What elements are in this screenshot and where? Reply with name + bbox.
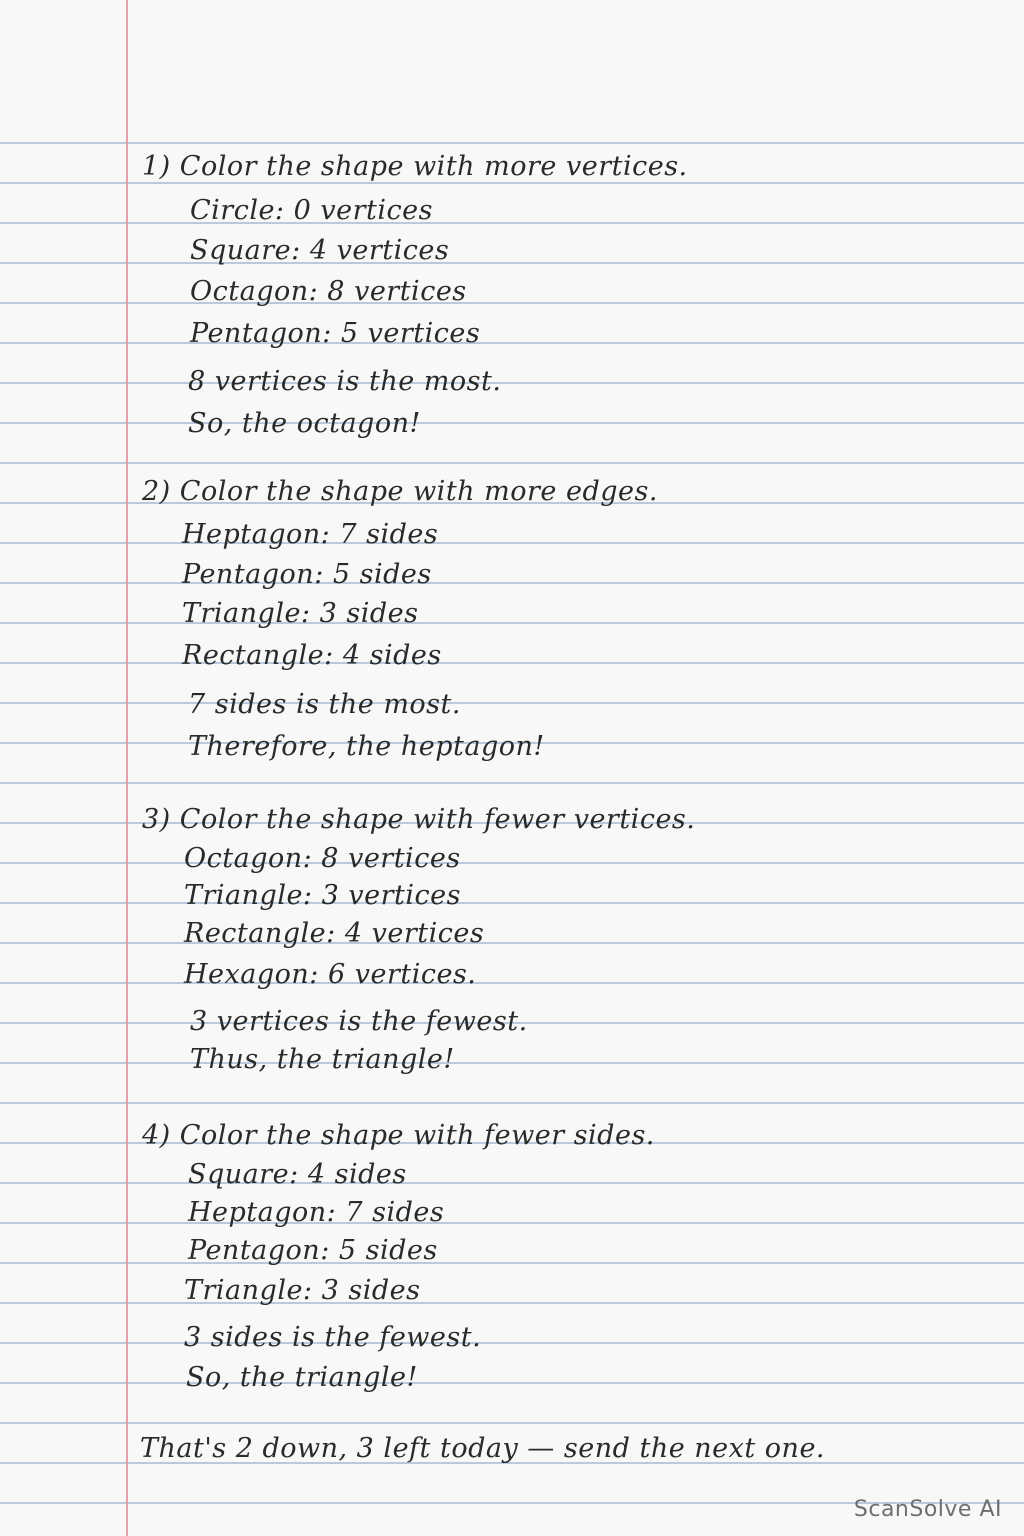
- margin-line: [126, 0, 128, 1536]
- problem-1-title: 1) Color the shape with more vertices.: [142, 151, 688, 182]
- problem-1-conclusion: 8 vertices is the most.: [188, 366, 502, 397]
- problem-4-item-2: Heptagon: 7 sides: [188, 1197, 445, 1228]
- problem-4-item-3: Pentagon: 5 sides: [188, 1235, 438, 1266]
- problem-2-conclusion: 7 sides is the most.: [188, 689, 461, 720]
- problem-3-item-3: Rectangle: 4 vertices: [184, 918, 485, 949]
- problem-3-item-1: Octagon: 8 vertices: [184, 843, 461, 874]
- problem-2-item-3: Triangle: 3 sides: [182, 598, 419, 629]
- problem-4-answer: So, the triangle!: [186, 1362, 418, 1393]
- problem-3-answer: Thus, the triangle!: [190, 1044, 455, 1075]
- problem-3-item-2: Triangle: 3 vertices: [184, 880, 461, 911]
- problem-2-item-2: Pentagon: 5 sides: [182, 559, 432, 590]
- footer-note: That's 2 down, 3 left today — send the next one.: [140, 1433, 825, 1464]
- problem-3-conclusion: 3 vertices is the fewest.: [190, 1006, 528, 1037]
- problem-2-item-4: Rectangle: 4 sides: [182, 640, 442, 671]
- problem-2-answer: Therefore, the heptagon!: [188, 731, 545, 762]
- problem-4-item-4: Triangle: 3 sides: [184, 1275, 421, 1306]
- problem-1-item-1: Circle: 0 vertices: [190, 195, 433, 226]
- brand-watermark: ScanSolve AI: [853, 1497, 1002, 1522]
- problem-4-item-1: Square: 4 sides: [188, 1159, 407, 1190]
- problem-1-item-2: Square: 4 vertices: [190, 235, 450, 266]
- problem-1-answer: So, the octagon!: [188, 408, 421, 439]
- problem-1-item-3: Octagon: 8 vertices: [190, 276, 467, 307]
- problem-3-title: 3) Color the shape with fewer vertices.: [142, 804, 696, 835]
- problem-1-item-4: Pentagon: 5 vertices: [190, 318, 481, 349]
- problem-2-item-1: Heptagon: 7 sides: [182, 519, 439, 550]
- problem-3-item-4: Hexagon: 6 vertices.: [184, 959, 477, 990]
- problem-2-title: 2) Color the shape with more edges.: [142, 476, 658, 507]
- problem-4-title: 4) Color the shape with fewer sides.: [142, 1120, 655, 1151]
- page-header-blank: [0, 0, 1024, 142]
- problem-4-conclusion: 3 sides is the fewest.: [184, 1322, 482, 1353]
